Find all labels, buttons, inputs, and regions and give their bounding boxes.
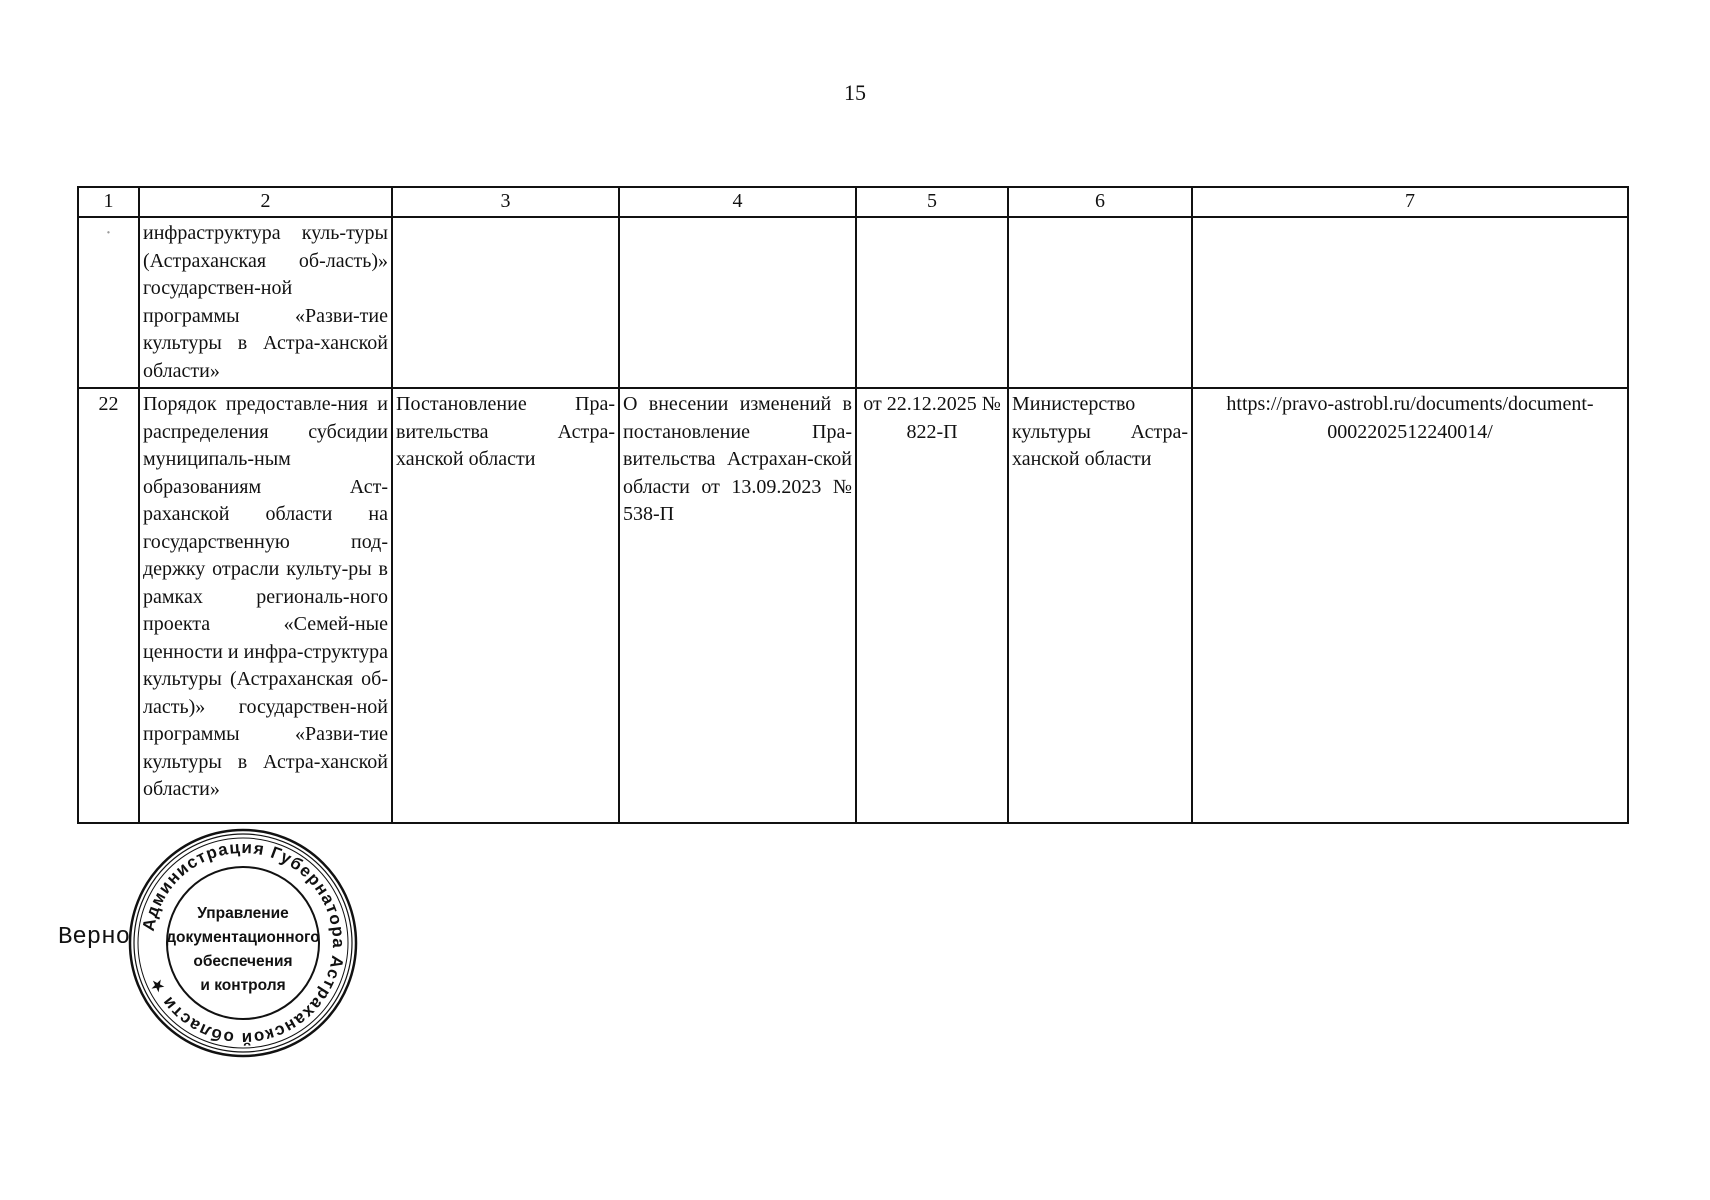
column-number-header: 4 (619, 187, 856, 217)
authority-cell: Министерство культуры Астра-ханской области (1008, 388, 1192, 823)
document-name-cell: Порядок предоставле-ния и распределения субсидии муниципаль-ным образованиям Аст-раханской области на государственную под-держку отрасли культу-ры в рамках региональ-ного проекта «Семей-ные ценности и инфра-структура культуры (Астраханская об-ласть)» государствен-ной программы «Разви-тие культуры в Астра-ханской области» (139, 388, 392, 823)
column-number-header: 2 (139, 187, 392, 217)
act-title-cell: О внесении изменений в постановление Пра-вительства Астрахан-ской области от 13.09.2023 № 538-П (619, 388, 856, 823)
column-number-header: 7 (1192, 187, 1628, 217)
date-number-cell (856, 217, 1008, 388)
row-number-cell: · (78, 217, 139, 388)
date-number-cell: от 22.12.2025 № 822-П (856, 388, 1008, 823)
table-row-continued (78, 217, 1628, 388)
act-type-cell (392, 217, 619, 388)
table-row-22 (78, 388, 1628, 823)
document-name-cell: инфраструктура куль-туры (Астраханская об-ласть)» государствен-ной программы «Разви-тие культуры в Астра-ханской области» (139, 217, 392, 388)
table-header-row (78, 187, 1628, 217)
seal-inner-line: и контроля (200, 977, 286, 994)
column-number-header: 5 (856, 187, 1008, 217)
authority-cell (1008, 217, 1192, 388)
act-type-cell: Постановление Пра-вительства Астра-ханской области (392, 388, 619, 823)
registry-table (77, 186, 1629, 824)
certification-label: Верно (58, 924, 131, 951)
column-number-header: 6 (1008, 187, 1192, 217)
act-title-cell (619, 217, 856, 388)
url-cell (1192, 217, 1628, 388)
column-number-header: 1 (78, 187, 139, 217)
seal-inner-line: обеспечения (193, 953, 293, 970)
column-number-header: 3 (392, 187, 619, 217)
seal-outer-text: Администрация Губернатора Астраханской области ★ (138, 837, 349, 1049)
document-url-cell[interactable]: https://pravo-astrobl.ru/documents/document-0002202512240014/ (1192, 388, 1628, 823)
official-seal-stamp (126, 826, 360, 1060)
seal-inner-line: документационного (166, 929, 320, 946)
page-number: 15 (844, 80, 866, 105)
row-number-cell: 22 (78, 388, 139, 823)
seal-inner-line: Управление (197, 905, 289, 922)
